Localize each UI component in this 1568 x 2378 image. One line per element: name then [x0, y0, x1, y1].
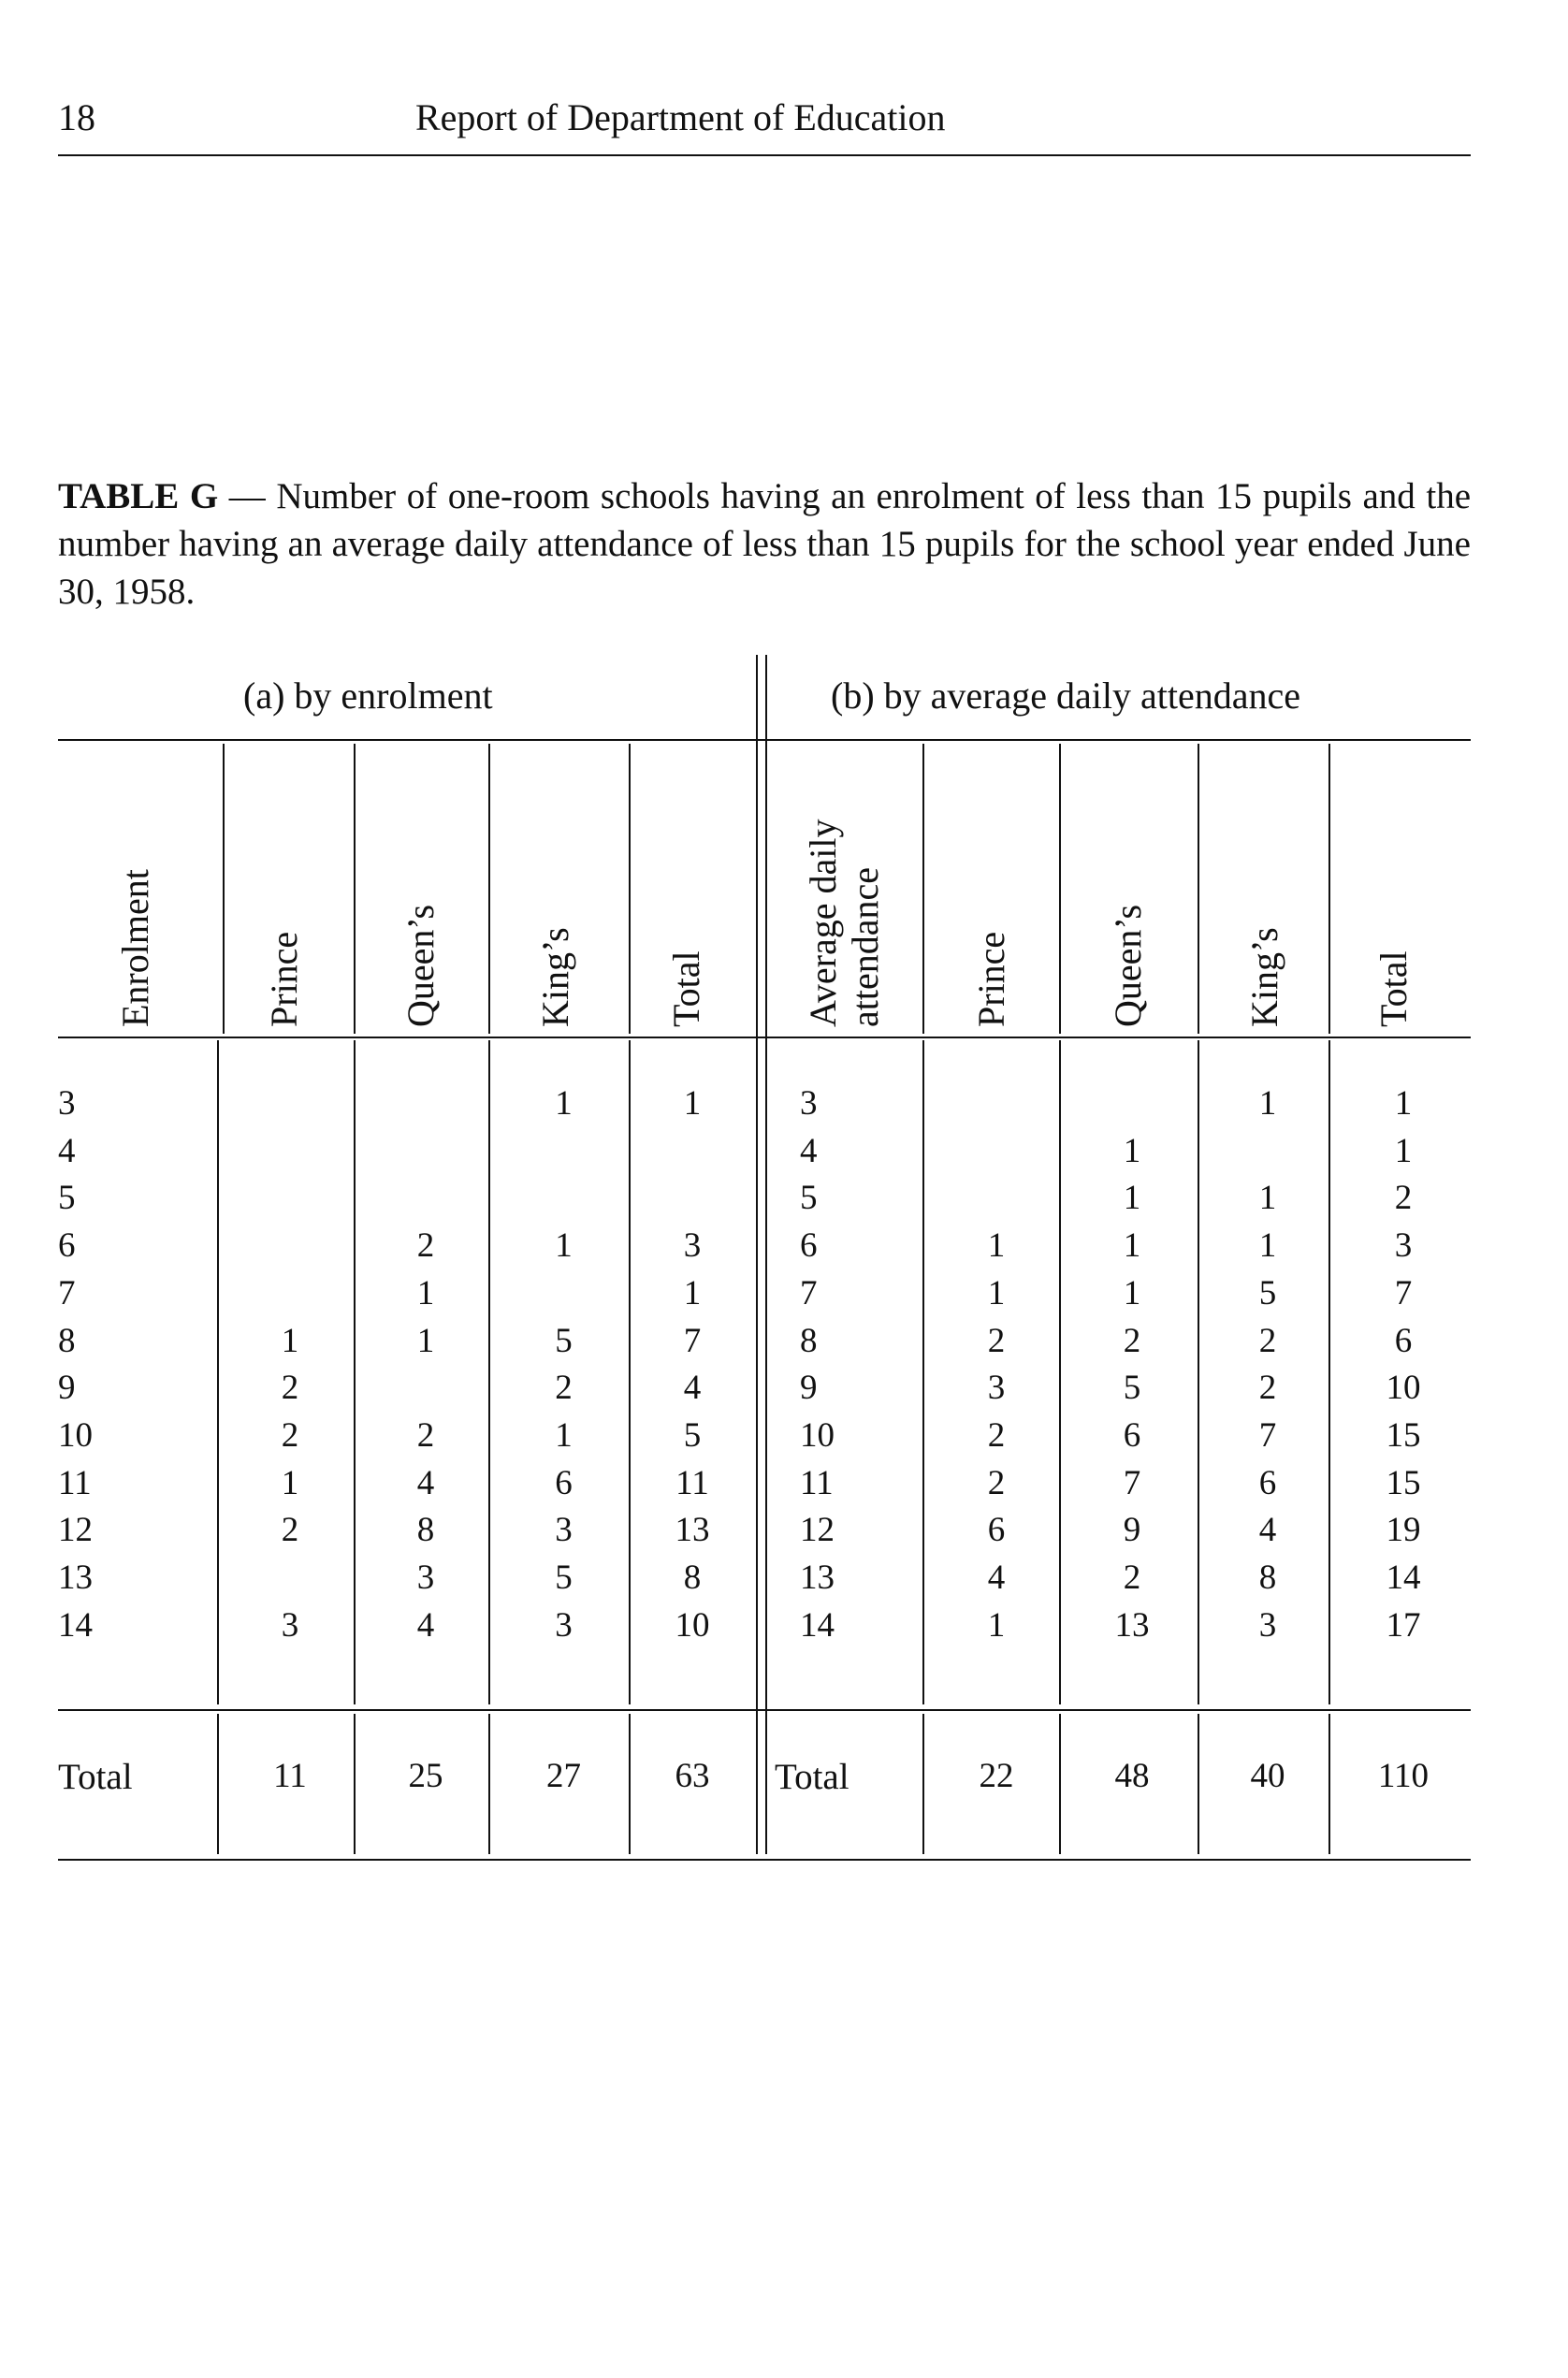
table-cell: 1 [1258, 1084, 1277, 1123]
col-divider [922, 1714, 924, 1854]
table-cell: 12 [58, 1511, 93, 1550]
col-divider [488, 1040, 490, 1704]
table-cell: 1 [555, 1084, 573, 1123]
col-divider [223, 744, 225, 1034]
table-cell: 1 [281, 1321, 299, 1360]
table-cell: 2 [1394, 1179, 1413, 1218]
table-cell: 1 [416, 1321, 435, 1360]
table-cell: 3 [555, 1605, 573, 1645]
table-cell: 7 [683, 1321, 702, 1360]
col-divider [1059, 1714, 1061, 1854]
table-cell: 10 [58, 1415, 93, 1455]
table-cell: 8 [683, 1559, 702, 1597]
table-cell: 5 [1123, 1369, 1141, 1408]
table-cell: 5 [1258, 1273, 1277, 1312]
total-cell: 63 [675, 1757, 710, 1795]
table-cell: 2 [1123, 1321, 1141, 1360]
col-header-avg-line2: attendance [844, 867, 886, 1027]
table-cell: 8 [1258, 1559, 1277, 1597]
table-dash: — [228, 476, 266, 516]
table-cell: 2 [987, 1463, 1006, 1502]
table-cell: 1 [1123, 1273, 1141, 1312]
table-cell: 1 [416, 1273, 435, 1312]
header-rule [58, 154, 1471, 156]
table-cell: 1 [1258, 1179, 1277, 1218]
col-divider [1059, 1040, 1061, 1704]
table-cell: 3 [281, 1605, 299, 1645]
table-cell: 1 [1394, 1131, 1413, 1170]
page-number: 18 [58, 96, 95, 138]
table-cell: 2 [1258, 1321, 1277, 1360]
col-header-queens-a: Queen’s [399, 904, 442, 1027]
col-divider [1198, 1714, 1199, 1854]
total-cell: 48 [1114, 1757, 1150, 1795]
table-cell: 1 [987, 1605, 1006, 1645]
table-cell: 3 [800, 1084, 818, 1123]
table-cell: 1 [555, 1415, 573, 1455]
table-cell: 1 [281, 1463, 299, 1502]
table-cell: 13 [1114, 1605, 1150, 1645]
col-divider [217, 1040, 219, 1704]
rule-bottom [58, 1859, 1471, 1861]
table-cell: 1 [1123, 1131, 1141, 1170]
table-cell: 5 [58, 1179, 76, 1218]
col-divider [354, 1040, 356, 1704]
table-description: Number of one-room schools having an enrolment of less than 15 pupils and the number having an average daily attendance of less than 15 pupils for the school year ended June 30, 1958. [58, 476, 1472, 612]
table-cell: 3 [1394, 1226, 1413, 1266]
table-cell: 8 [800, 1321, 818, 1360]
table-cell: 4 [1258, 1511, 1277, 1550]
section-b-heading: (b) by average daily attendance [831, 674, 1300, 717]
col-header-total-a: Total [665, 950, 707, 1027]
col-divider [488, 1714, 490, 1854]
total-cell: 11 [273, 1757, 307, 1795]
table-cell: 7 [800, 1273, 818, 1312]
table-cell: 9 [58, 1369, 76, 1408]
table-cell: 1 [987, 1226, 1006, 1266]
table-cell: 3 [683, 1226, 702, 1266]
col-divider [488, 744, 490, 1034]
table-cell: 6 [58, 1226, 76, 1266]
table-caption [58, 472, 1471, 616]
col-divider [1198, 1040, 1199, 1704]
table-cell: 14 [1386, 1559, 1421, 1597]
table-cell: 2 [1258, 1369, 1277, 1408]
col-divider [922, 1040, 924, 1704]
col-header-kings-a: King’s [534, 927, 576, 1027]
table-cell: 17 [1386, 1605, 1421, 1645]
table-cell: 3 [555, 1511, 573, 1550]
section-a-heading: (a) by enrolment [243, 674, 493, 717]
col-divider [1198, 744, 1199, 1034]
col-divider [354, 744, 356, 1034]
table-cell: 6 [1394, 1321, 1413, 1360]
running-title: Report of Department of Education [415, 96, 946, 138]
table-cell: 9 [1123, 1511, 1141, 1550]
total-cell: 110 [1377, 1757, 1430, 1795]
col-header-kings-b: King’s [1243, 927, 1285, 1027]
col-divider [629, 1040, 631, 1704]
table-label: TABLE G [58, 476, 219, 516]
section-separator [756, 655, 758, 1854]
table-cell: 13 [58, 1559, 93, 1597]
col-divider [1328, 1040, 1330, 1704]
table-cell: 5 [555, 1321, 573, 1360]
table-cell: 3 [987, 1369, 1006, 1408]
table-cell: 3 [1258, 1605, 1277, 1645]
col-divider [1059, 744, 1061, 1034]
table-cell: 6 [800, 1226, 818, 1266]
table-cell: 13 [800, 1559, 835, 1597]
table-cell: 1 [1123, 1226, 1141, 1266]
col-divider [922, 744, 924, 1034]
table-cell: 13 [675, 1511, 710, 1550]
col-divider [629, 1714, 631, 1854]
table-cell: 3 [416, 1559, 435, 1597]
table-cell: 5 [555, 1559, 573, 1597]
table-cell: 14 [58, 1605, 93, 1645]
col-header-enrolment: Enrolment [114, 869, 156, 1027]
col-header-prince-b: Prince [970, 931, 1012, 1027]
total-cell: 27 [546, 1757, 581, 1795]
table-cell: 11 [675, 1463, 709, 1502]
table-cell: 1 [1123, 1179, 1141, 1218]
table-cell: 19 [1386, 1511, 1421, 1550]
table-cell: 15 [1386, 1415, 1421, 1455]
rule-above-totals [58, 1709, 1471, 1711]
table-cell: 2 [281, 1369, 299, 1408]
table-cell: 11 [800, 1463, 834, 1502]
col-divider [1328, 744, 1330, 1034]
col-header-queens-b: Queen’s [1107, 904, 1149, 1027]
table-cell: 6 [987, 1511, 1006, 1550]
table-cell: 2 [416, 1226, 435, 1266]
total-label: Total [775, 1757, 849, 1797]
section-separator [765, 655, 767, 1854]
table-cell: 3 [58, 1084, 76, 1123]
table-cell: 8 [58, 1321, 76, 1360]
col-header-avg-line1: Average daily [802, 819, 844, 1027]
table-cell: 4 [987, 1559, 1006, 1597]
table-cell: 2 [416, 1415, 435, 1455]
table-cell: 2 [555, 1369, 573, 1408]
col-header-total-b: Total [1372, 950, 1415, 1027]
table-cell: 10 [675, 1605, 710, 1645]
table-cell: 1 [555, 1226, 573, 1266]
table-cell: 7 [58, 1273, 76, 1312]
col-divider [629, 744, 631, 1034]
table-cell: 6 [555, 1463, 573, 1502]
table-cell: 5 [683, 1415, 702, 1455]
col-divider [217, 1714, 219, 1854]
table-cell: 9 [800, 1369, 818, 1408]
table-cell: 2 [281, 1415, 299, 1455]
rule-under-sections [58, 739, 1471, 741]
table-cell: 8 [416, 1511, 435, 1550]
table-cell: 14 [800, 1605, 835, 1645]
col-divider [1328, 1714, 1330, 1854]
table-cell: 1 [683, 1273, 702, 1312]
rule-under-column-headers [58, 1037, 1471, 1038]
table-cell: 12 [800, 1511, 835, 1550]
table-cell: 2 [1123, 1559, 1141, 1597]
table-cell: 11 [58, 1463, 92, 1502]
table-cell: 1 [987, 1273, 1006, 1312]
table-cell: 7 [1258, 1415, 1277, 1455]
table-cell: 7 [1123, 1463, 1141, 1502]
table-cell: 10 [800, 1415, 835, 1455]
total-cell: 22 [979, 1757, 1014, 1795]
total-label: Total [58, 1757, 133, 1797]
table-cell: 2 [281, 1511, 299, 1550]
table-cell: 4 [683, 1369, 702, 1408]
table-cell: 4 [416, 1605, 435, 1645]
table-cell: 4 [416, 1463, 435, 1502]
table-cell: 4 [800, 1131, 818, 1170]
table-cell: 7 [1394, 1273, 1413, 1312]
table-cell: 6 [1258, 1463, 1277, 1502]
table-cell: 1 [1258, 1226, 1277, 1266]
table-cell: 5 [800, 1179, 818, 1218]
table-cell: 1 [683, 1084, 702, 1123]
table-cell: 15 [1386, 1463, 1421, 1502]
col-divider [354, 1714, 356, 1854]
table-cell: 4 [58, 1131, 76, 1170]
total-cell: 40 [1250, 1757, 1285, 1795]
table-cell: 6 [1123, 1415, 1141, 1455]
col-header-prince-a: Prince [263, 931, 305, 1027]
table-cell: 2 [987, 1415, 1006, 1455]
table-cell: 1 [1394, 1084, 1413, 1123]
table-cell: 10 [1386, 1369, 1421, 1408]
table-cell: 2 [987, 1321, 1006, 1360]
total-cell: 25 [408, 1757, 443, 1795]
